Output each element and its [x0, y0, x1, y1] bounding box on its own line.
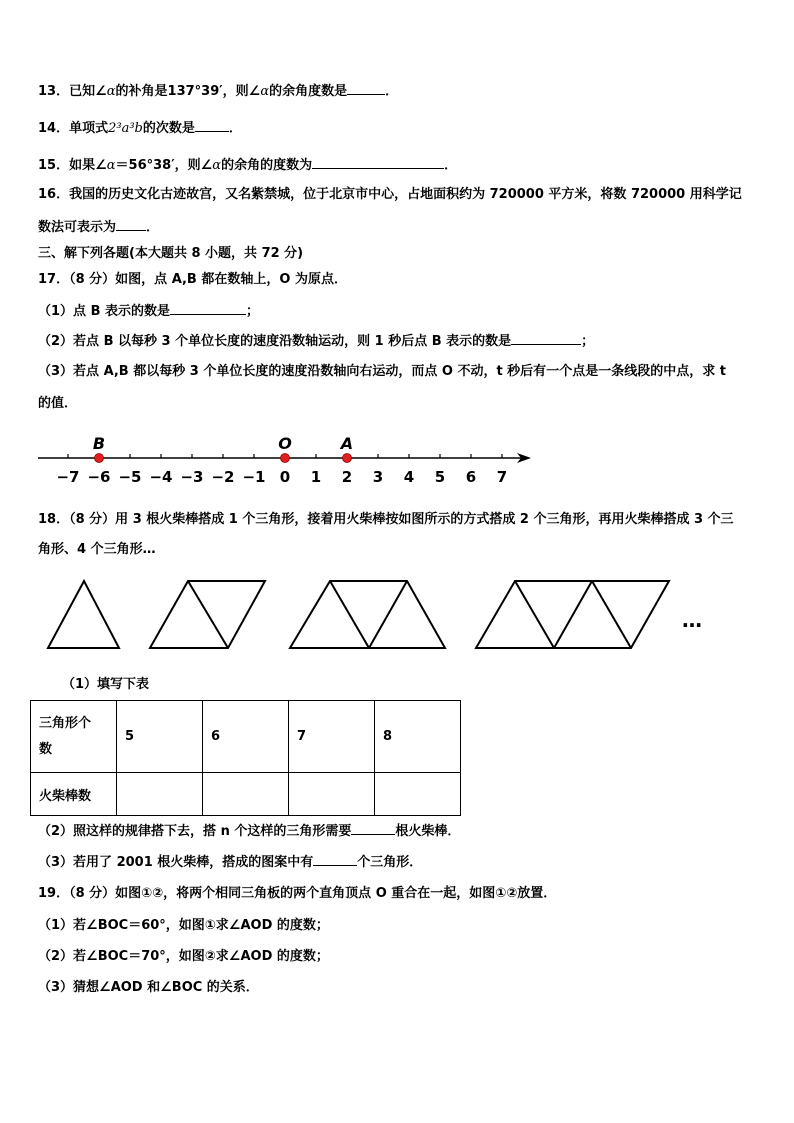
table-cell: 7: [289, 701, 375, 773]
tick-label: −6: [87, 468, 111, 486]
answer-cell[interactable]: [117, 773, 203, 816]
answer-blank[interactable]: [347, 82, 385, 95]
question-14: 14．单项式2³a³b的次数是 ．: [38, 121, 242, 136]
answer-blank[interactable]: [116, 218, 146, 231]
tick-label: 4: [403, 468, 415, 486]
section-heading: 三、解下列各题(本大题共 8 小题，共 72 分): [38, 246, 304, 261]
table-cell: 6: [203, 701, 289, 773]
point-o: [281, 454, 290, 463]
q17-part3-cont: 的值．: [38, 396, 78, 411]
answer-blank[interactable]: [511, 332, 581, 345]
question-13: 13．已知∠α的补角是137°39′，则∠α的余角度数是 ．: [38, 84, 399, 99]
two-triangles: [150, 581, 265, 648]
answer-cell[interactable]: [375, 773, 461, 816]
tick-label: 7: [496, 468, 508, 486]
q19-part3: （3）猜想∠AOD 和∠BOC 的关系．: [38, 980, 259, 995]
table-cell: 5: [117, 701, 203, 773]
answer-blank[interactable]: [195, 119, 229, 132]
answer-cell[interactable]: [203, 773, 289, 816]
tick-label: 1: [310, 468, 322, 486]
question-19: 19．（8 分）如图①②，将两个相同三角板的两个直角顶点 O 重合在一起，如图①②放置．: [38, 886, 557, 901]
monomial-expression: 2³a³b: [108, 121, 143, 136]
table-row: [31, 701, 461, 773]
four-triangles: [476, 581, 669, 648]
q18-part3: （3）若用了 2001 根火柴棒，搭成的图案中有 个三角形．: [38, 855, 423, 870]
question-18-cont: 角形、4 个三角形…: [38, 542, 156, 557]
q17-part2: （2）若点 B 以每秒 3 个单位长度的速度沿数轴运动，则 1 秒后点 B 表示的数是 ；: [38, 334, 595, 349]
row-label-matches: 火柴棒数: [31, 773, 117, 816]
q17-part3: （3）若点 A,B 都以每秒 3 个单位长度的速度沿数轴向右运动，而点 O 不动，t 秒后有一个点是一条线段的中点，求 t: [38, 364, 726, 379]
table-cell: 8: [375, 701, 461, 773]
answer-blank[interactable]: [312, 156, 444, 169]
tick-label: 6: [465, 468, 477, 486]
question-18: 18．（8 分）用 3 根火柴棒搭成 1 个三角形，接着用火柴棒按如图所示的方式搭成 2 个三角形，再用火柴棒搭成 3 个三: [38, 512, 734, 527]
answer-cell[interactable]: [289, 773, 375, 816]
point-b: [95, 454, 104, 463]
matchstick-triangles-figure: [0, 578, 794, 653]
q19-part2: （2）若∠BOC＝70°，如图②求∠AOD 的度数；: [38, 949, 329, 964]
fill-in-table: [30, 700, 461, 816]
tick-label: 0: [279, 468, 291, 486]
answer-blank[interactable]: [170, 302, 246, 315]
answer-blank[interactable]: [351, 822, 395, 835]
tick-label: −1: [242, 468, 266, 486]
table-row: [31, 773, 461, 816]
q17-part1: （1）点 B 表示的数是 ；: [38, 304, 260, 319]
tick-label: 3: [372, 468, 384, 486]
q13-number: 13．: [38, 84, 70, 99]
question-16-line1: 16．我国的历史文化古迹故宫，又名紫禁城，位于北京市中心，占地面积约为 720000 平方米，将数 720000 用科学记: [38, 187, 742, 202]
tick-label: −7: [56, 468, 80, 486]
tick-label: −4: [149, 468, 173, 486]
point-label: O: [278, 434, 292, 453]
row-label-triangles: 三角形个 数: [31, 701, 117, 773]
tick-label: 5: [434, 468, 446, 486]
point-a: [343, 454, 352, 463]
question-17: 17．（8 分）如图，点 A,B 都在数轴上，O 为原点．: [38, 272, 347, 287]
ellipsis: …: [682, 608, 702, 632]
point-label: A: [340, 434, 354, 453]
tick-label: −3: [180, 468, 204, 486]
question-15: 15．如果∠α＝56°38′，则∠α的余角的度数为 ．: [38, 158, 458, 173]
q18-part1: （1）填写下表: [62, 677, 150, 692]
three-triangles: [290, 581, 445, 648]
q18-part2: （2）照这样的规律搭下去，搭 n 个这样的三角形需要 根火柴棒．: [38, 824, 461, 839]
point-label: B: [92, 434, 106, 453]
tick-label: −5: [118, 468, 142, 486]
q19-part1: （1）若∠BOC＝60°，如图①求∠AOD 的度数；: [38, 918, 329, 933]
number-line: [0, 425, 794, 490]
answer-blank[interactable]: [313, 853, 357, 866]
question-16-line2: 数法可表示为 ．: [38, 220, 160, 235]
tick-label: 2: [341, 468, 353, 486]
one-triangle: [48, 581, 119, 648]
tick-label: −2: [211, 468, 235, 486]
